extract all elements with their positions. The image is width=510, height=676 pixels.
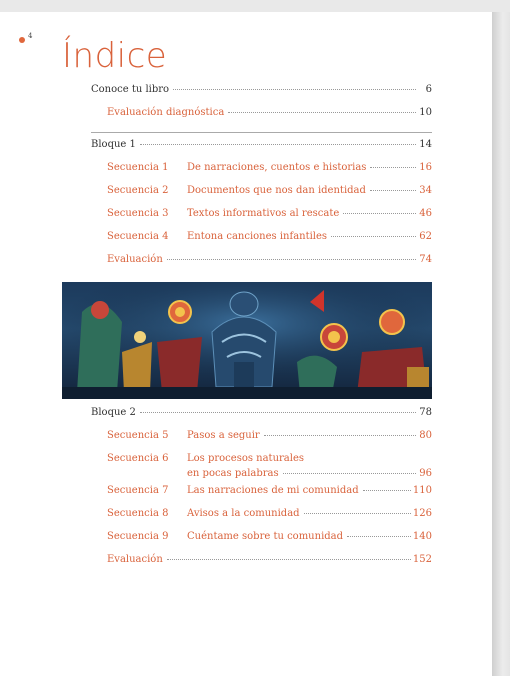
- dot-leader: [370, 166, 416, 168]
- toc-entry-page: 74: [419, 254, 432, 265]
- toc-bottom: [91, 407, 432, 577]
- toc-entry-label: Evaluación: [107, 554, 163, 565]
- toc-entry[interactable]: [91, 84, 432, 107]
- toc-entry[interactable]: [91, 231, 432, 254]
- toc-entry-page: 152: [412, 554, 432, 565]
- dot-leader: [343, 212, 416, 214]
- illustration-banner: [62, 282, 432, 399]
- toc-entry[interactable]: [91, 162, 432, 185]
- toc-sequence-label: Secuencia 2: [107, 185, 169, 196]
- toc-entry-label: Avisos a la comunidad: [187, 508, 300, 519]
- dot-leader: [167, 258, 416, 260]
- toc-entry-page: 78: [419, 407, 432, 418]
- toc-entry-label: Evaluación diagnóstica: [107, 107, 225, 118]
- toc-entry-page: 46: [419, 208, 432, 219]
- toc-entry-label: De narraciones, cuentos e historias: [187, 162, 367, 173]
- toc-top: [91, 84, 432, 277]
- toc-sequence-label: Secuencia 3: [107, 208, 169, 219]
- toc-entry-label-line2: en pocas palabras: [187, 468, 279, 479]
- toc-sequence-label: Secuencia 7: [107, 485, 169, 496]
- index-title: Índice: [62, 36, 168, 76]
- toc-sequence-label: Secuencia 8: [107, 508, 169, 519]
- page-number: 4: [28, 32, 33, 40]
- toc-entry-label: Pasos a seguir: [187, 430, 260, 441]
- toc-entry-label: Bloque 2: [91, 407, 136, 418]
- dot-leader: [140, 143, 416, 145]
- dot-leader: [363, 489, 411, 491]
- dot-leader: [264, 434, 416, 436]
- dot-leader: [331, 235, 416, 237]
- toc-entry[interactable]: [91, 254, 432, 277]
- toc-sequence-label: Secuencia 5: [107, 430, 169, 441]
- toc-entry-page: 96: [419, 468, 432, 479]
- toc-entry-page: 14: [419, 139, 432, 150]
- page-marker-dot: [19, 37, 25, 43]
- dot-leader: [304, 512, 411, 514]
- toc-entry-page: 126: [412, 508, 432, 519]
- toc-entry[interactable]: [91, 107, 432, 130]
- toc-entry-label: Conoce tu libro: [91, 84, 170, 95]
- toc-bloque-heading[interactable]: [91, 407, 432, 430]
- toc-entry-label: Textos informativos al rescate: [187, 208, 340, 219]
- toc-entry[interactable]: [91, 485, 432, 508]
- toc-entry-page: 140: [412, 531, 432, 542]
- toc-entry-page: 110: [412, 485, 432, 496]
- toc-entry-label: Evaluación: [107, 254, 163, 265]
- toc-entry-label: Entona canciones infantiles: [187, 231, 328, 242]
- toc-bloque-heading[interactable]: [91, 139, 432, 162]
- dot-leader: [173, 88, 416, 90]
- toc-entry-page: 6: [425, 84, 432, 95]
- mural-illustration: [62, 282, 432, 399]
- toc-entry[interactable]: [91, 531, 432, 554]
- toc-entry[interactable]: [91, 208, 432, 231]
- toc-entry-page: 34: [419, 185, 432, 196]
- dot-leader: [140, 411, 416, 413]
- toc-entry-page: 16: [419, 162, 432, 173]
- toc-entry-label: Las narraciones de mi comunidad: [187, 485, 359, 496]
- toc-entry[interactable]: [91, 430, 432, 453]
- toc-entry-page: 62: [419, 231, 432, 242]
- toc-entry[interactable]: [91, 453, 432, 485]
- dot-leader: [228, 111, 416, 113]
- toc-entry-label: Los procesos naturales: [187, 453, 305, 464]
- toc-sequence-label: Secuencia 6: [107, 453, 169, 464]
- toc-entry-label: Bloque 1: [91, 139, 136, 150]
- page-edge-shadow: [492, 12, 510, 676]
- toc-entry[interactable]: [91, 554, 432, 577]
- toc-sequence-label: Secuencia 1: [107, 162, 169, 173]
- toc-sequence-label: Secuencia 4: [107, 231, 169, 242]
- toc-entry-page: 80: [419, 430, 432, 441]
- toc-sequence-label: Secuencia 9: [107, 531, 169, 542]
- dot-leader: [167, 558, 411, 560]
- toc-entry-label: Cuéntame sobre tu comunidad: [187, 531, 344, 542]
- toc-entry-label: Documentos que nos dan identidad: [187, 185, 366, 196]
- dot-leader: [347, 535, 411, 537]
- toc-entry[interactable]: [91, 508, 432, 531]
- divider: [91, 132, 432, 133]
- toc-entry-page: 10: [419, 107, 432, 118]
- toc-entry[interactable]: [91, 185, 432, 208]
- dot-leader: [370, 189, 416, 191]
- dot-leader: [283, 472, 416, 474]
